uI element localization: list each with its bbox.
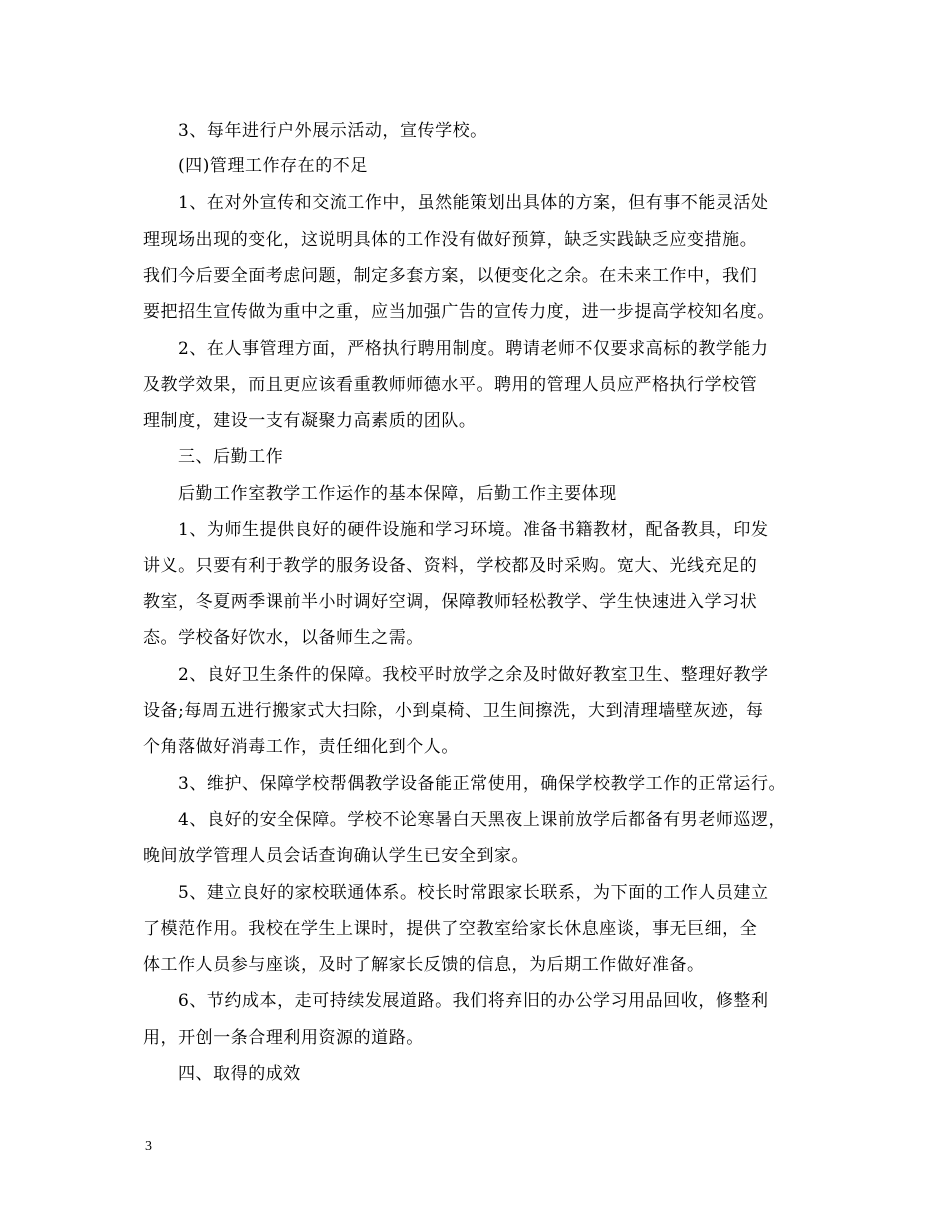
paragraph-line: 3、每年进行户外展示活动，宣传学校。 [178,121,488,141]
paragraph-line: 教室，冬夏两季课前半小时调好空调，保障教师轻松教学、学生快速进入学习状 [143,592,758,612]
paragraph-line: 用，开创一条合理利用资源的道路。 [143,1028,424,1048]
section-heading: 三、后勤工作 [178,447,284,467]
paragraph-line: 1、为师生提供良好的硬件设施和学习环境。准备书籍教材，配备教具，印发 [178,520,769,540]
paragraph-line: 1、在对外宣传和交流工作中，虽然能策划出具体的方案，但有事不能灵活处 [178,193,769,213]
paragraph-line: 了模范作用。我校在学生上课时，提供了空教室给家长休息座谈，事无巨细，全 [143,919,758,939]
paragraph-line: 要把招生宣传做为重中之重，应当加强广告的宣传力度，进一步提高学校知名度。 [143,302,775,322]
paragraph-line: 后勤工作室教学工作运作的基本保障，后勤工作主要体现 [178,484,617,504]
paragraph-line: 5、建立良好的家校联通体系。校长时常跟家长联系，为下面的工作人员建立 [178,883,769,903]
paragraph-line: 2、良好卫生条件的保障。我校平时放学之余及时做好教室卫生、整理好教学 [178,665,769,685]
paragraph-line: 6、节约成本，走可持续发展道路。我们将弃旧的办公学习用品回收，修整利 [178,991,769,1011]
paragraph-line: 2、在人事管理方面，严格执行聘用制度。聘请老师不仅要求高标的教学能力 [178,339,769,359]
section-heading: 四、取得的成效 [178,1064,301,1084]
paragraph-line: 我们今后要全面考虑问题，制定多套方案，以便变化之余。在未来工作中，我们 [143,266,758,286]
section-heading: (四)管理工作存在的不足 [178,156,368,176]
paragraph-line: 4、良好的安全保障。学校不论寒暑白天黑夜上课前放学后都备有男老师巡逻， [178,810,787,830]
paragraph-line: 3、维护、保障学校帮偶教学设备能正常使用，确保学校教学工作的正常运行。 [178,774,787,794]
page-number: 3 [145,1139,152,1154]
paragraph-line: 理现场出现的变化，这说明具体的工作没有做好预算，缺乏实践缺乏应变措施。 [143,230,758,250]
paragraph-line: 晚间放学管理人员会话查询确认学生已安全到家。 [143,846,530,866]
paragraph-line: 理制度，建设一支有凝聚力高素质的团队。 [143,411,477,431]
paragraph-line: 及教学效果，而且更应该看重教师师德水平。聘用的管理人员应严格执行学校管 [143,375,758,395]
paragraph-line: 讲义。只要有利于教学的服务设备、资料，学校都及时采购。宽大、光线充足的 [143,556,758,576]
paragraph-line: 体工作人员参与座谈，及时了解家长反馈的信息，为后期工作做好准备。 [143,955,705,975]
paragraph-line: 态。学校备好饮水，以备师生之需。 [143,628,424,648]
paragraph-line: 个角落做好消毒工作，责任细化到个人。 [143,737,459,757]
paragraph-line: 设备;每周五进行搬家式大扫除，小到桌椅、卫生间擦洗，大到清理墙壁灰迹，每 [143,701,764,721]
